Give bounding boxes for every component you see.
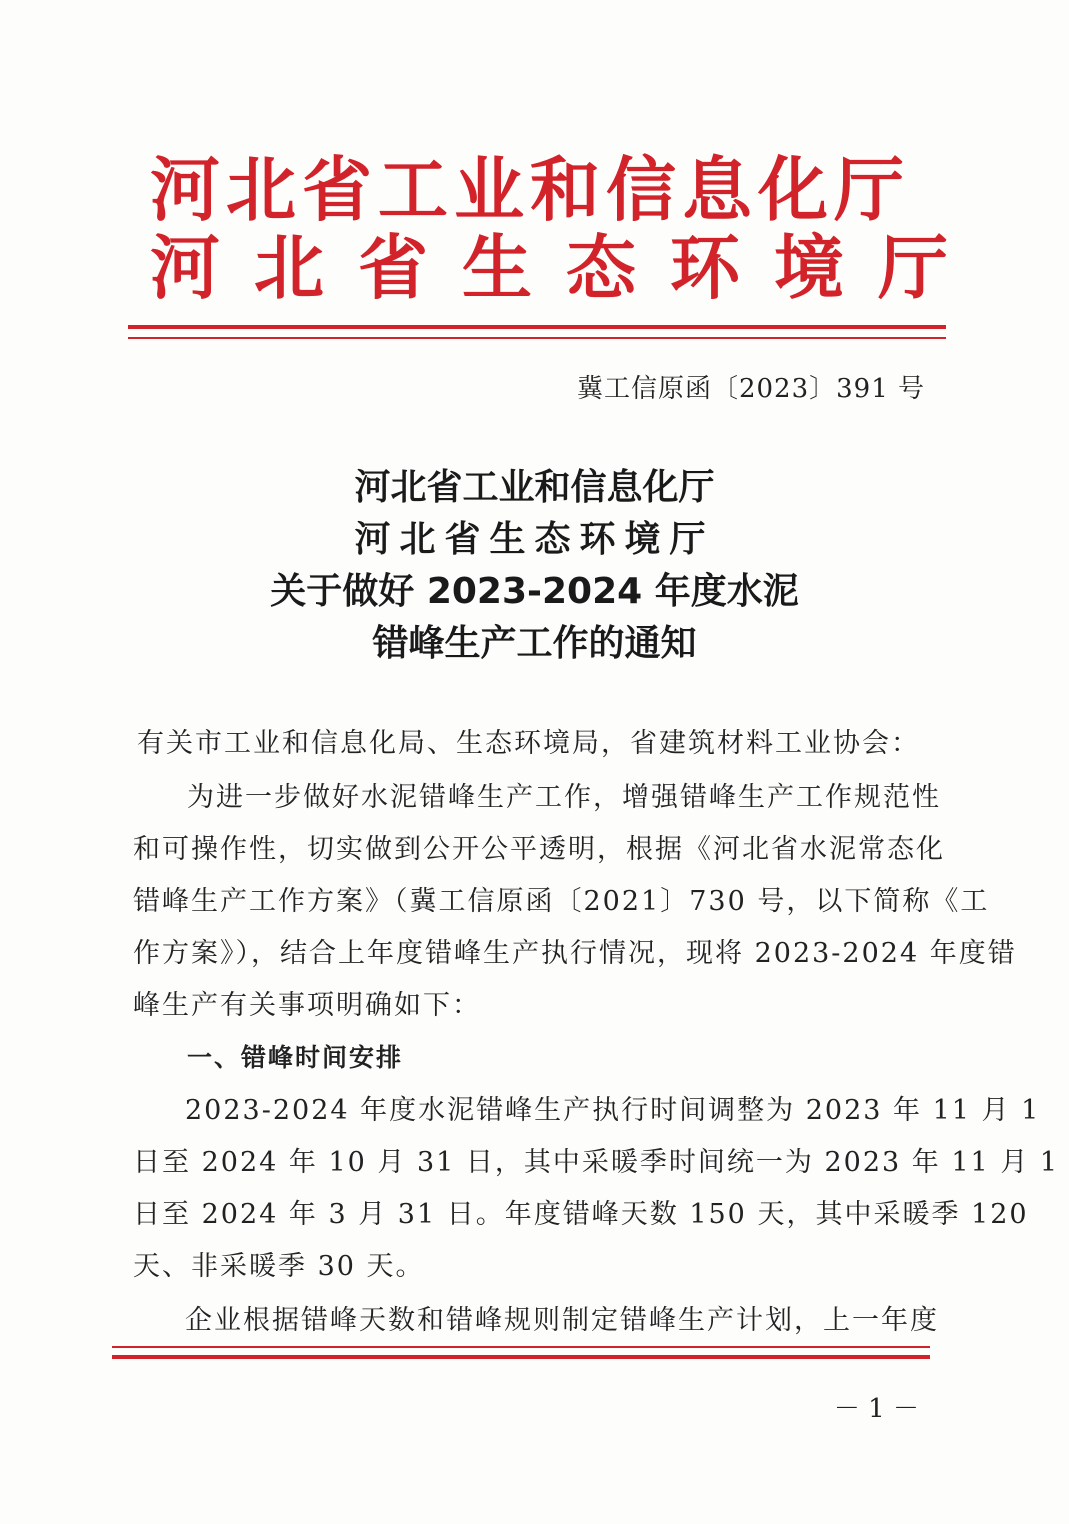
title-line-1: 河北省工业和信息化厅 [354, 467, 715, 508]
intro-line: 和可操作性，切实做到公开公平透明，根据《河北省水泥常态化 [133, 834, 945, 865]
section-heading: 一、错峰时间安排 [187, 1043, 404, 1072]
section-line: 天、非采暖季 30 天。 [133, 1251, 425, 1282]
footer-divider-thick [112, 1355, 930, 1359]
intro-line: 峰生产有关事项明确如下： [133, 990, 481, 1021]
title-line-2: 河北省生态环境厅 [354, 519, 715, 560]
issuing-org-line-2: 河北省生态环境厅 [150, 227, 982, 309]
issuing-org-line-1: 河北省工业和信息化厅 [150, 149, 910, 231]
section-line: 日至 2024 年 3 月 31 日。年度错峰天数 150 天，其中采暖季 120 [133, 1199, 1029, 1230]
title-line-3: 关于做好 2023-2024 年度水泥 [270, 571, 799, 612]
page-number: － 1 － [833, 1394, 919, 1424]
paragraph-line: 企业根据错峰天数和错峰规则制定错峰生产计划，上一年度 [185, 1305, 939, 1336]
title-line-4: 错峰生产工作的通知 [372, 623, 697, 664]
section-line: 日至 2024 年 10 月 31 日，其中采暖季时间统一为 2023 年 11 月 1 [133, 1147, 1060, 1178]
section-line: 2023-2024 年度水泥错峰生产执行时间调整为 2023 年 11 月 1 [185, 1095, 1041, 1126]
intro-line: 为进一步做好水泥错峰生产工作，增强错峰生产工作规范性 [187, 782, 941, 813]
document-number: 冀工信原函〔2023〕391 号 [576, 374, 925, 404]
footer-divider-thin [112, 1346, 930, 1348]
document-body [133, 0, 1060, 1524]
intro-line: 作方案》），结合上年度错峰生产执行情况，现将 2023-2024 年度错 [133, 938, 1017, 969]
intro-line: 错峰生产工作方案》（冀工信原函〔2021〕730 号，以下简称《工 [133, 886, 990, 917]
addressee-line: 有关市工业和信息化局、生态环境局，省建筑材料工业协会： [137, 728, 920, 759]
